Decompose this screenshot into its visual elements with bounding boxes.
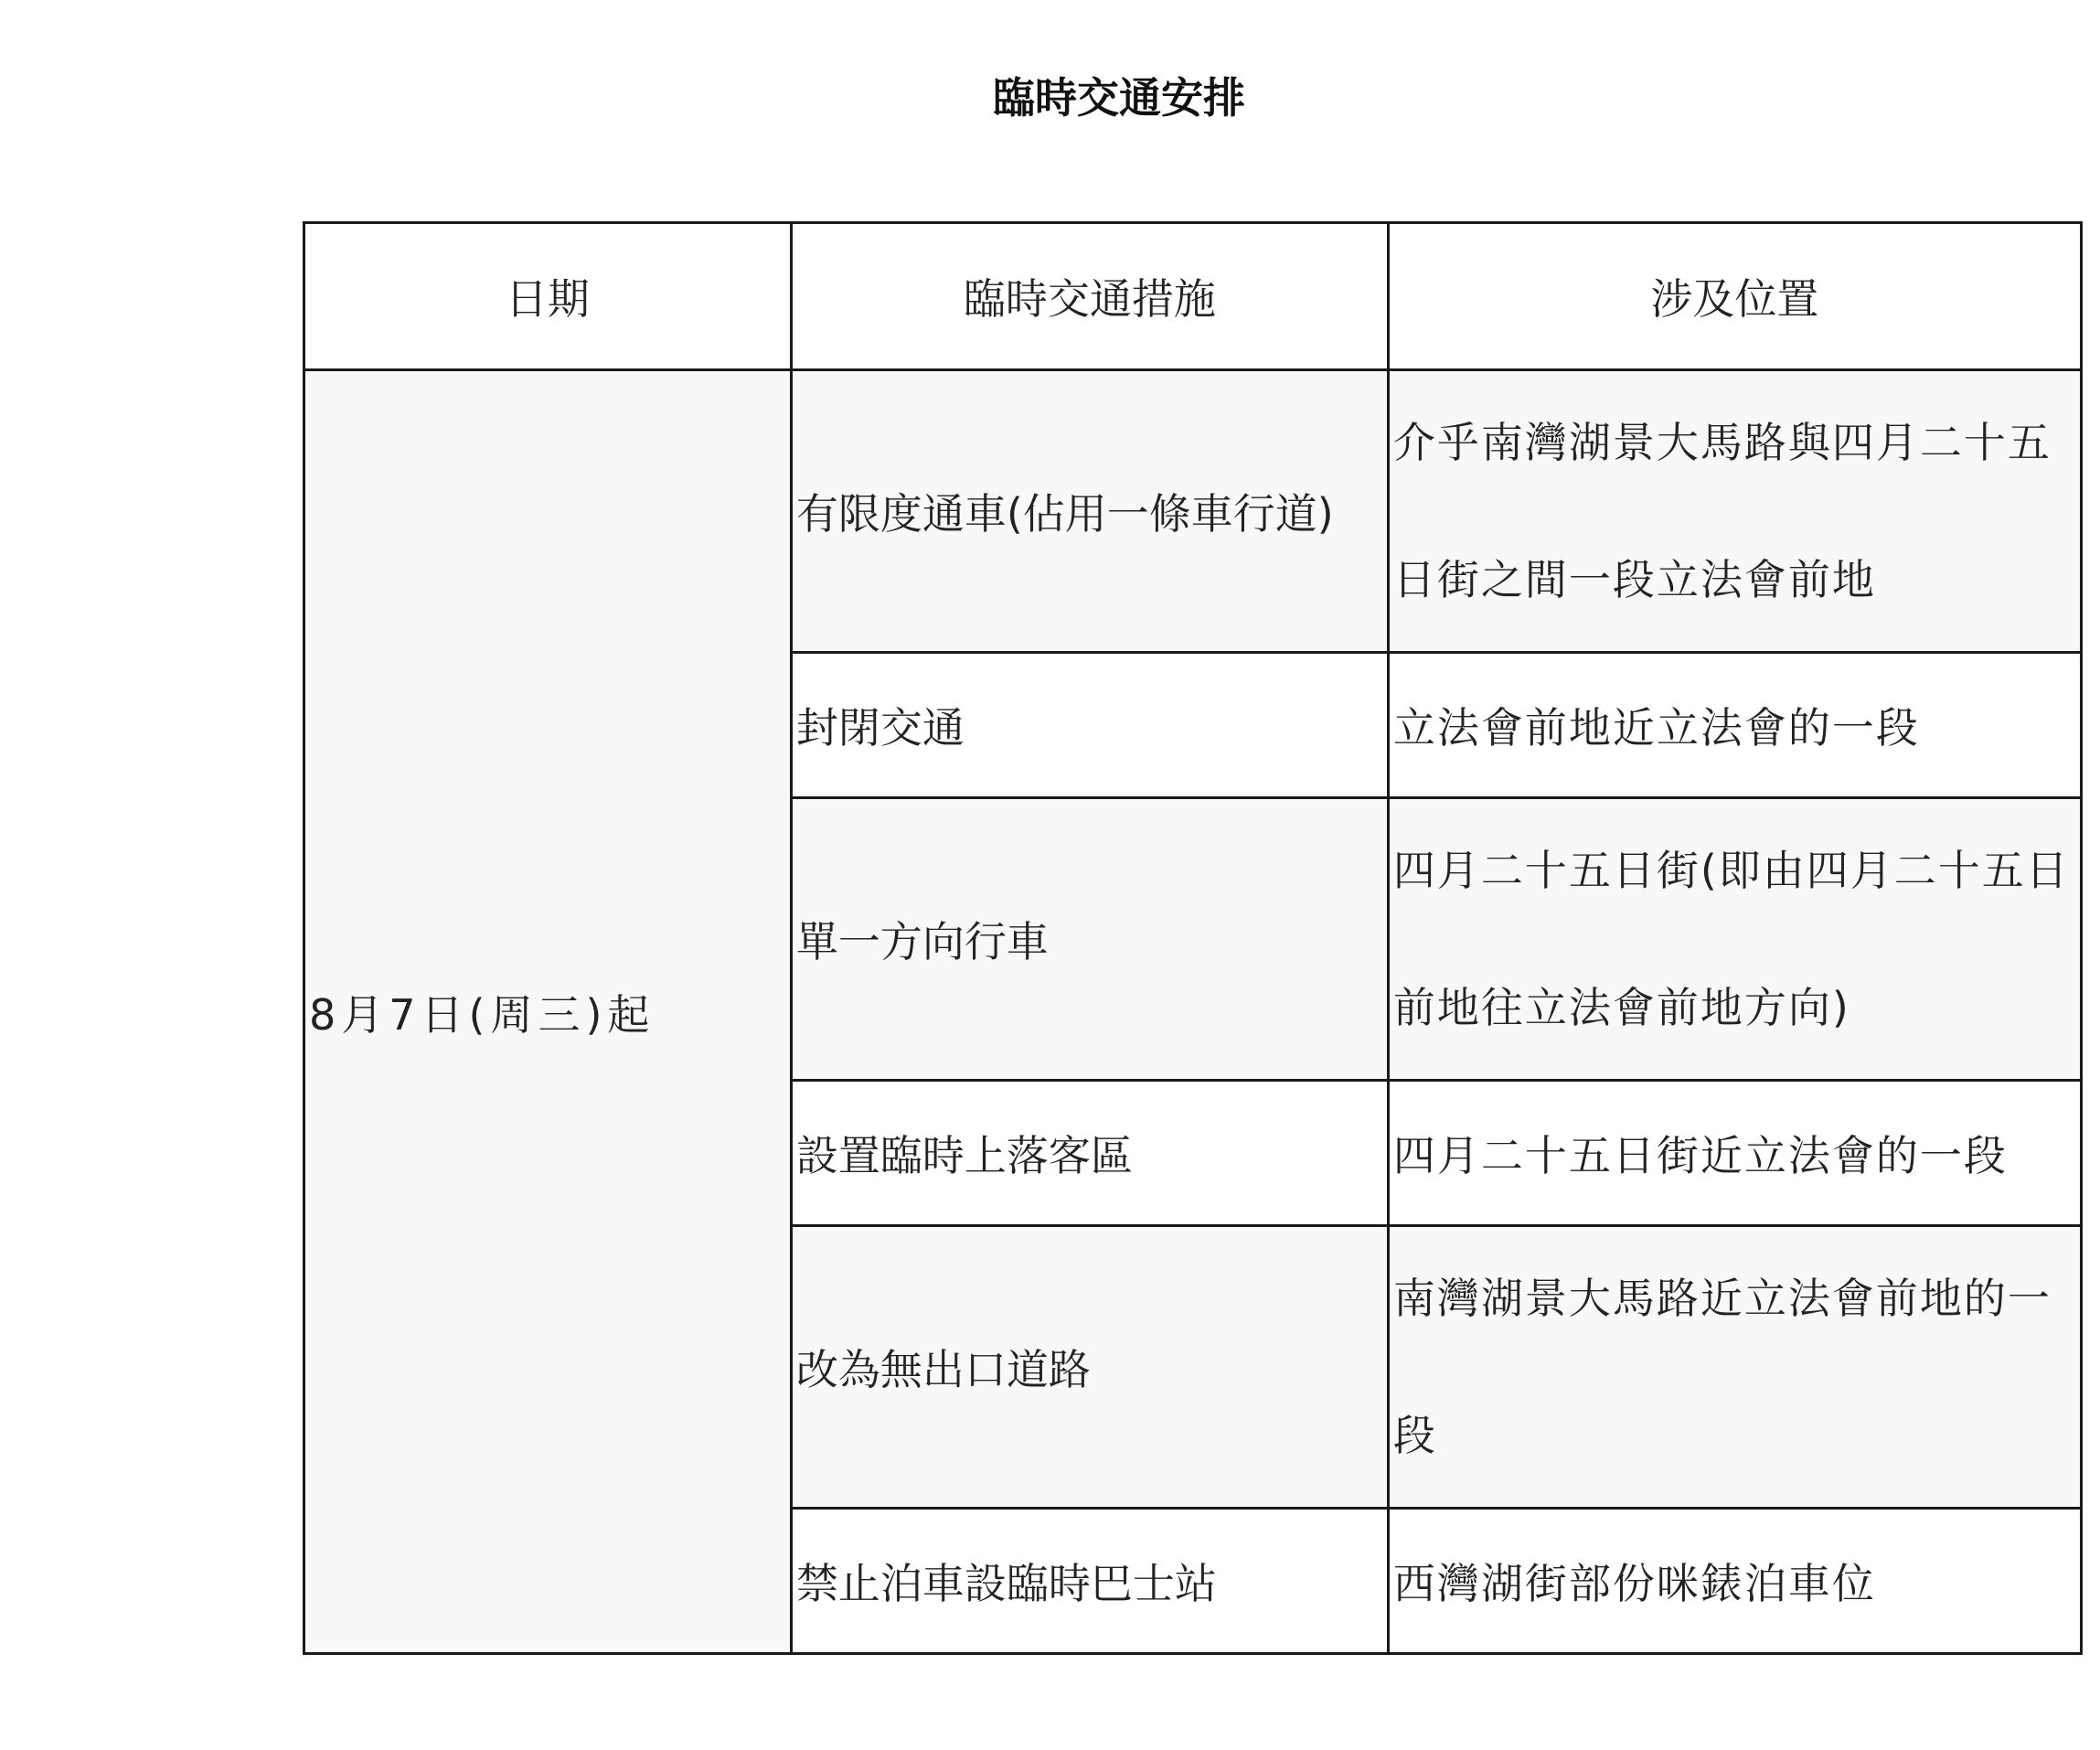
measure-cell: 有限度通車(佔用一條車行道) xyxy=(791,370,1388,653)
date-cell: 8月7日(周三)起 xyxy=(304,370,792,1654)
measure-cell: 設置臨時上落客區 xyxy=(791,1081,1388,1226)
table-row xyxy=(304,370,2082,653)
header-date: 日期 xyxy=(304,223,792,370)
table-header-row xyxy=(304,223,2082,370)
location-cell: 西灣湖街部份咪錶泊車位 xyxy=(1388,1509,2081,1654)
location-cell: 介乎南灣湖景大馬路與四月二十五日街之間一段立法會前地 xyxy=(1388,370,2081,653)
location-cell: 四月二十五日街近立法會的一段 xyxy=(1388,1081,2081,1226)
measure-cell: 單一方向行車 xyxy=(791,798,1388,1081)
measure-cell: 改為無出口道路 xyxy=(791,1226,1388,1509)
traffic-arrangement-table xyxy=(303,221,2083,1655)
measure-cell: 封閉交通 xyxy=(791,653,1388,798)
location-cell: 南灣湖景大馬路近立法會前地的一段 xyxy=(1388,1226,2081,1509)
page-title: 臨時交通安排 xyxy=(993,73,1245,123)
measure-cell: 禁止泊車設臨時巴士站 xyxy=(791,1509,1388,1654)
location-cell: 立法會前地近立法會的一段 xyxy=(1388,653,2081,798)
header-location: 涉及位置 xyxy=(1388,223,2081,370)
header-measure: 臨時交通措施 xyxy=(791,223,1388,370)
location-cell: 四月二十五日街(即由四月二十五日前地往立法會前地方向) xyxy=(1388,798,2081,1081)
